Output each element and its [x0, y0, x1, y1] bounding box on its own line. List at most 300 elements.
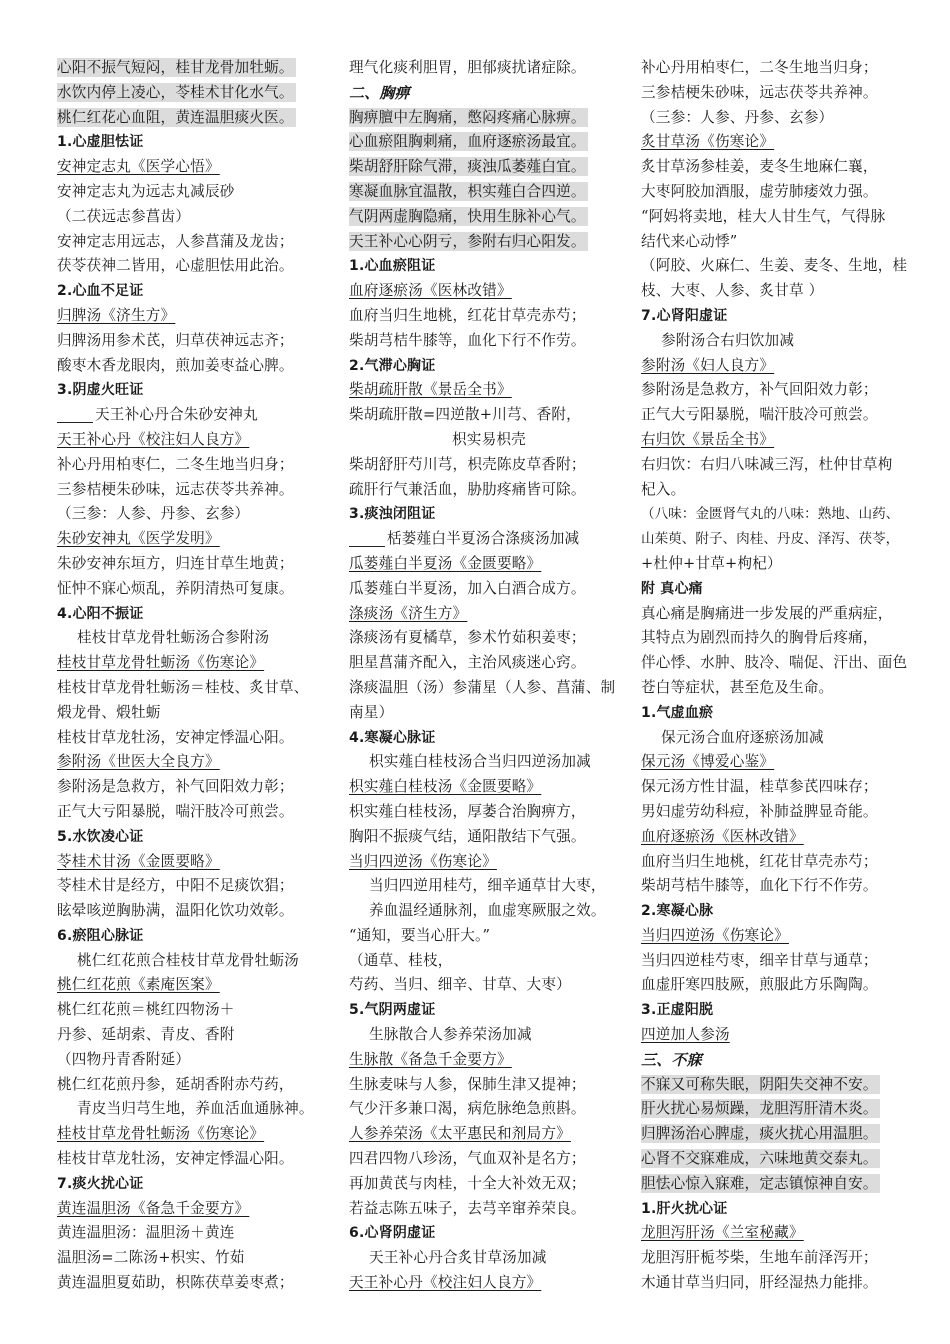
text-line	[57, 403, 337, 428]
text-line	[57, 726, 337, 751]
line-text: 归脾汤用参术芪，归草茯神远志齐；	[57, 331, 294, 349]
text-line	[349, 701, 629, 726]
section-heading	[349, 726, 629, 751]
text-line	[641, 527, 921, 552]
line-text: 6.瘀阻心脉证	[57, 927, 144, 944]
line-text: 涤痰汤有夏橘草，参术竹茹积姜枣；	[349, 629, 586, 647]
line-text: 生脉散合人参养荣汤加减	[369, 1026, 532, 1044]
line-text: 茯苓茯神二皆用，心虚胆怯用此治。	[57, 257, 294, 275]
line-text: 青皮当归芎生地，养血活血通脉神。	[77, 1100, 314, 1118]
formula-title	[641, 130, 921, 155]
section-heading	[641, 701, 921, 726]
text-line	[641, 56, 921, 81]
formula-title	[57, 1197, 337, 1222]
line-text: 黄连温胆汤《备急千金要方》	[57, 1199, 250, 1217]
text-line	[57, 205, 337, 230]
section-heading	[641, 304, 921, 329]
text-line	[641, 403, 921, 428]
text-line	[641, 378, 921, 403]
text-line	[57, 1221, 337, 1246]
text-line	[349, 750, 629, 775]
line-text: 朱砂安神丸《医学发明》	[57, 530, 220, 548]
line-text: 生脉散《备急千金要方》	[349, 1050, 512, 1068]
line-text: 柴胡疏肝散=四逆散+川芎、香附，	[349, 406, 581, 424]
line-text: 柴胡芎桔牛膝等，血化下行不作劳。	[641, 877, 878, 895]
line-text: 眩晕咳逆胸胁满，温阳化饮功效彰。	[57, 902, 294, 920]
formula-title	[57, 304, 337, 329]
line-text: 4.寒凝心脉证	[349, 729, 436, 746]
section-heading	[57, 924, 337, 949]
text-line	[57, 676, 337, 701]
line-text: 安神定志丸《医学心悟》	[57, 158, 220, 176]
line-text: 苓桂术甘是经方，中阳不足痰饮猖；	[57, 877, 294, 895]
formula-title	[57, 155, 337, 180]
line-text: 附 真心痛	[641, 580, 703, 597]
text-line	[641, 155, 921, 180]
line-text: 桂枝甘草龙牡汤，安神定悸温心阳。	[57, 728, 294, 746]
formula-title	[641, 924, 921, 949]
line-text: 保元汤方性甘温，桂草参芪四味存；	[641, 778, 878, 796]
text-line	[641, 81, 921, 106]
line-text: 2.寒凝心脉	[641, 903, 714, 920]
line-text: 枳实易枳壳	[452, 430, 526, 448]
line-text: 柴胡舒肝芍川芎，枳壳陈皮草香附；	[349, 455, 586, 473]
text-line	[641, 973, 921, 998]
line-text: 心肾不交寐难成，六味地黄交泰丸。	[641, 1150, 878, 1168]
line-text: 保元汤合血府逐瘀汤加减	[661, 728, 824, 746]
line-text: 7.痰火扰心证	[57, 1175, 144, 1192]
text-line	[57, 949, 337, 974]
line-text: 黄连温胆汤：温胆汤＋黄连	[57, 1224, 235, 1242]
section-heading	[57, 279, 337, 304]
line-text: 养血温经通脉剂，血虚寒厥服之效。	[369, 902, 606, 920]
mnemonic-line	[641, 1172, 921, 1197]
line-text: 参附汤《世医大全良方》	[57, 753, 220, 771]
line-text: 天王补心丹《校注妇人良方》	[57, 430, 250, 448]
text-line	[641, 502, 921, 527]
line-text: 胸痹膻中左胸痛，憋闷疼痛心脉痹。	[349, 108, 586, 126]
line-text: 温胆汤=二陈汤+枳实、竹茹	[57, 1249, 245, 1267]
line-text: 肝火扰心易烦躁，龙胆泻肝清木炎。	[641, 1100, 878, 1118]
mnemonic-line	[349, 180, 629, 205]
line-text: 桂枝甘草龙骨牡蛎汤＝桂枝、炙甘草、	[57, 678, 309, 696]
text-line	[57, 1097, 337, 1122]
formula-title	[641, 825, 921, 850]
section-heading	[641, 1197, 921, 1222]
text-line	[57, 626, 337, 651]
line-text: 三参桔梗朱砂味，远志茯苓共养神。	[57, 480, 294, 498]
line-text: 其特点为剧烈而持久的胸骨后疼痛，	[641, 629, 878, 647]
text-line	[641, 800, 921, 825]
line-text: 伴心悸、水肿、肢冷、喘促、汗出、面色	[641, 654, 908, 672]
line-text: 枝、大枣、人参、炙甘草 ）	[641, 282, 824, 300]
formula-title	[57, 973, 337, 998]
formula-title	[349, 1122, 629, 1147]
text-line	[57, 329, 337, 354]
chapter-heading	[349, 81, 629, 106]
line-text: 正气大亏阳暴脱，喘汗肢冷可煎尝。	[57, 802, 294, 820]
line-text: （四物丹青香附延）	[57, 1050, 191, 1068]
text-line	[349, 651, 629, 676]
text-line	[641, 949, 921, 974]
text-line	[349, 577, 629, 602]
line-text: 山茱萸、附子、肉桂、丹皮、泽泻、茯苓，	[641, 531, 900, 548]
mnemonic-line	[349, 205, 629, 230]
formula-title	[641, 750, 921, 775]
line-text: 血府当归生地桃，红花甘草壳赤芍；	[641, 852, 878, 870]
line-text: 保元汤《博爱心鉴》	[641, 753, 775, 771]
text-line	[349, 626, 629, 651]
section-heading	[349, 998, 629, 1023]
line-text: 酸枣木香龙眼肉，煎加姜枣益心脾。	[57, 356, 294, 374]
line-text: 参附汤合右归饮加减	[661, 331, 795, 349]
text-line	[57, 180, 337, 205]
line-text: 朱砂安神东垣方，归连甘草生地黄；	[57, 554, 294, 572]
line-text: 天王补心心阴亏，参附右归心阳发。	[349, 232, 586, 250]
text-line	[641, 676, 921, 701]
formula-title	[349, 552, 629, 577]
line-text: 四君四物八珍汤，气血双补是名方；	[349, 1150, 586, 1168]
line-text: 涤痰汤《济生方》	[349, 604, 468, 622]
section-heading	[57, 602, 337, 627]
text-line	[641, 602, 921, 627]
text-line	[641, 230, 921, 255]
mnemonic-line	[349, 130, 629, 155]
line-text: 心血瘀阻胸刺痛，血府逐瘀汤最宜。	[349, 133, 586, 151]
line-text: 枳实薤白桂枝汤合当归四逆汤加减	[369, 753, 591, 771]
text-line	[349, 1147, 629, 1172]
text-line	[349, 800, 629, 825]
text-line	[641, 106, 921, 131]
line-text: 安神定志丸为远志丸减辰砂	[57, 182, 235, 200]
formula-title	[349, 602, 629, 627]
text-line	[349, 874, 629, 899]
line-text: 天王补心丹合朱砂安神丸	[95, 406, 258, 424]
text-line	[57, 998, 337, 1023]
line-text: 二、胸痹	[349, 83, 410, 102]
text-line	[641, 651, 921, 676]
text-line	[641, 478, 921, 503]
text-line	[641, 180, 921, 205]
line-text: 杞入。	[641, 480, 686, 498]
mnemonic-line	[57, 106, 337, 131]
line-text: 涤痰温胆（汤）参蒲星（人参、菖蒲、制	[349, 678, 616, 696]
formula-title	[349, 1271, 629, 1296]
text-line	[57, 478, 337, 503]
text-line	[349, 899, 629, 924]
text-line	[349, 1197, 629, 1222]
text-line	[349, 527, 629, 552]
line-text: 柴胡舒肝除气滞，痰浊瓜萎薤白宜。	[349, 158, 586, 176]
line-text: 木通甘草当归同，肝经湿热力能排。	[641, 1274, 878, 1292]
line-text: 参附汤是急救方，补气回阳效力彰；	[641, 381, 878, 399]
line-text: 胆怯心惊入寐难，定志镇惊神自安。	[641, 1174, 878, 1192]
line-text: 血府逐瘀汤《医林改错》	[641, 827, 804, 845]
text-line	[641, 254, 921, 279]
formula-title	[641, 354, 921, 379]
mnemonic-line	[57, 56, 337, 81]
line-text: 归脾汤治心脾虚，痰火扰心用温胆。	[641, 1125, 878, 1143]
line-text: 心阳不振气短闷，桂甘龙骨加牡蛎。	[57, 59, 294, 76]
mnemonic-line	[349, 155, 629, 180]
section-heading	[57, 378, 337, 403]
text-line	[57, 502, 337, 527]
text-line	[57, 874, 337, 899]
text-line	[57, 453, 337, 478]
text-line	[57, 800, 337, 825]
line-text: 天王补心丹合炙甘草汤加减	[369, 1249, 547, 1267]
line-text: 胆星菖蒲齐配入，主治风痰迷心窍。	[349, 654, 586, 672]
line-text: 安神定志用远志，人参菖蒲及龙齿；	[57, 232, 294, 250]
text-line	[57, 1073, 337, 1098]
line-text: 生脉麦味与人参，保肺生津又提神；	[349, 1075, 586, 1093]
line-text: 炙甘草汤参桂姜，麦冬生地麻仁襄，	[641, 158, 878, 176]
line-text: 苍白等症状，甚至危及生命。	[641, 678, 834, 696]
line-text: 气少汗多兼口渴，病危脉绝急煎斟。	[349, 1100, 586, 1118]
line-text: 龙胆泻肝栀芩柴，生地车前泽泻开；	[641, 1249, 878, 1267]
line-text: 归脾汤《济生方》	[57, 306, 176, 324]
line-text: （八味：金匮肾气丸的八味：熟地、山药、	[641, 506, 900, 523]
text-line	[641, 626, 921, 651]
section-heading	[57, 130, 337, 155]
formula-title	[349, 378, 629, 403]
line-text: 怔忡不寐心烦乱，养阴清热可复康。	[57, 579, 294, 597]
section-heading	[57, 825, 337, 850]
line-text: 6.心肾阴虚证	[349, 1225, 436, 1242]
text-line	[641, 1246, 921, 1271]
line-text: 1.气虚血瘀	[641, 704, 714, 721]
text-line	[57, 1147, 337, 1172]
line-text: 三参桔梗朱砂味，远志茯苓共养神。	[641, 83, 878, 101]
text-line	[57, 1023, 337, 1048]
line-text: 天王补心丹《校注妇人良方》	[349, 1274, 542, 1292]
blank-line	[57, 408, 93, 423]
section-heading	[641, 998, 921, 1023]
column-3	[641, 56, 921, 1296]
line-text: 人参养荣汤《太平惠民和剂局方》	[349, 1125, 571, 1143]
line-text: 气阴两虚胸隐痛，快用生脉补心气。	[349, 207, 586, 225]
text-line	[349, 453, 629, 478]
line-text: 1.心血瘀阻证	[349, 258, 436, 275]
text-line	[641, 329, 921, 354]
line-text: 栝蒌薤白半夏汤合涤痰汤加减	[387, 530, 580, 548]
line-text: 血虚肝寒四肢厥，煎服此方乐陶陶。	[641, 976, 878, 994]
section-heading	[349, 254, 629, 279]
line-text: 三、不寐	[641, 1050, 702, 1069]
column-2	[349, 56, 629, 1296]
line-text: （三参：人参、丹参、玄参）	[641, 108, 834, 126]
line-text: 桂枝甘草龙骨牡蛎汤合参附汤	[77, 629, 270, 647]
line-text: 桂枝甘草龙骨牡蛎汤《伤寒论》	[57, 1125, 265, 1143]
text-line	[349, 304, 629, 329]
line-text: 黄连温胆夏茹助，枳陈茯草姜枣煮；	[57, 1274, 294, 1292]
line-text: 2.气滞心胸证	[349, 357, 436, 374]
text-line	[641, 453, 921, 478]
section-heading	[57, 1172, 337, 1197]
mnemonic-line	[349, 106, 629, 131]
line-text: 结代来心动悸”	[641, 232, 738, 250]
line-text: 芍药、当归、细辛、甘草、大枣）	[349, 976, 571, 994]
line-text: 水饮内停上凌心，苓桂术甘化水气。	[57, 83, 294, 101]
line-text: 不寐又可称失眠，阴阳失交神不安。	[641, 1075, 878, 1093]
formula-title	[349, 850, 629, 875]
text-line	[57, 1048, 337, 1073]
line-text: 理气化痰利胆胃，胆郁痰扰诸症除。	[349, 59, 586, 76]
line-text: 瓜蒌薤白半夏汤，加入白酒合成方。	[349, 579, 586, 597]
text-line	[641, 874, 921, 899]
line-text: 补心丹用柏枣仁，二冬生地当归身；	[641, 59, 878, 76]
line-text: 若益志陈五味子，去芎辛窜养荣良。	[349, 1199, 586, 1217]
text-line	[349, 1246, 629, 1271]
line-text: 炙甘草汤《伤寒论》	[641, 133, 775, 151]
text-line	[57, 775, 337, 800]
text-line	[641, 850, 921, 875]
line-text: 桃仁红花煎合桂枝甘草龙骨牡蛎汤	[77, 951, 299, 969]
formula-title	[57, 527, 337, 552]
line-text: 大枣阿胶加酒服，虚劳肺痿效力强。	[641, 182, 878, 200]
formula-title	[349, 1048, 629, 1073]
text-line	[57, 1271, 337, 1296]
line-text: 当归四逆汤《伤寒论》	[349, 852, 497, 870]
chapter-heading	[641, 1048, 921, 1073]
line-text: “阿妈将卖地，桂大人甘生气，气得脉	[641, 207, 886, 225]
line-text: 3.阴虚火旺证	[57, 382, 144, 399]
line-text: +杜仲+甘草+枸杞）	[641, 554, 782, 572]
text-line	[57, 354, 337, 379]
line-text: 5.气阴两虚证	[349, 1002, 436, 1019]
line-text: 桃仁红花煎丹参，延胡香附赤芍药，	[57, 1075, 294, 1093]
text-line	[349, 56, 629, 81]
line-text: 瓜蒌薤白半夏汤《金匮要略》	[349, 554, 542, 572]
text-line	[641, 205, 921, 230]
line-text: 枳实薤白桂枝汤，厚萎合治胸痹方，	[349, 802, 586, 820]
text-line	[57, 254, 337, 279]
line-text: 血府当归生地桃，红花甘草壳赤芍；	[349, 306, 586, 324]
text-line	[57, 1246, 337, 1271]
line-text: 寒凝血脉宜温散，枳实薤白合四逆。	[349, 182, 586, 200]
formula-title	[641, 428, 921, 453]
line-text: 柴胡疏肝散《景岳全书》	[349, 381, 512, 399]
formula-title	[641, 1221, 921, 1246]
text-line	[57, 577, 337, 602]
line-text: 3.正虚阳脱	[641, 1002, 714, 1019]
line-text: 2.心血不足证	[57, 283, 144, 300]
line-text: 参附汤《妇人良方》	[641, 356, 775, 374]
formula-title	[57, 850, 337, 875]
section-heading	[349, 1221, 629, 1246]
line-text: 桂枝甘草龙牡汤，安神定悸温心阳。	[57, 1150, 294, 1168]
line-text: “通知，要当心肝大。”	[349, 926, 491, 944]
text-line	[349, 478, 629, 503]
section-heading	[349, 354, 629, 379]
line-text: 桃仁红花煎《素庵医案》	[57, 976, 220, 994]
line-text: 1.肝火扰心证	[641, 1200, 728, 1217]
text-line	[349, 1023, 629, 1048]
section-heading	[641, 899, 921, 924]
line-text: 丹参、延胡索、青皮、香附	[57, 1026, 235, 1044]
text-line	[641, 279, 921, 304]
line-text: 右归饮《景岳全书》	[641, 430, 775, 448]
text-line	[349, 949, 629, 974]
text-line	[349, 924, 629, 949]
line-text: 再加黄芪与肉桂，十全大补效无双；	[349, 1174, 586, 1192]
line-text: 正气大亏阳暴脱，喘汗肢冷可煎尝。	[641, 406, 878, 424]
mnemonic-line	[349, 230, 629, 255]
formula-title	[57, 651, 337, 676]
text-line	[349, 825, 629, 850]
text-line	[349, 973, 629, 998]
line-text: 3.痰浊闭阻证	[349, 506, 436, 523]
line-text: 补心丹用柏枣仁，二冬生地当归身；	[57, 455, 294, 473]
mnemonic-line	[57, 81, 337, 106]
line-text: 柴胡芎桔牛膝等，血化下行不作劳。	[349, 331, 586, 349]
line-text: 当归四逆桂芍枣，细辛甘草与通草；	[641, 951, 878, 969]
line-text: 真心痛是胸痛进一步发展的严重病症，	[641, 604, 893, 622]
line-text: 桃仁红花煎＝桃红四物汤＋	[57, 1001, 235, 1019]
line-text: （通草、桂枝，	[349, 951, 453, 969]
line-text: （三参：人参、丹参、玄参）	[57, 505, 250, 523]
line-text: 桃仁红花心血阻，黄连温胆痰火医。	[57, 108, 294, 126]
blank-line	[349, 532, 385, 547]
text-line	[57, 701, 337, 726]
line-text: 枳实薤白桂枝汤《金匮要略》	[349, 778, 542, 796]
mnemonic-line	[641, 1073, 921, 1098]
line-text: （阿胶、火麻仁、生姜、麦冬、生地，桂	[641, 257, 908, 275]
text-line	[349, 428, 629, 453]
formula-title	[641, 1023, 921, 1048]
text-line	[641, 726, 921, 751]
line-text: 龙胆泻肝汤《兰室秘藏》	[641, 1224, 804, 1242]
column-1	[57, 56, 337, 1296]
line-text: 参附汤是急救方，补气回阳效力彰；	[57, 778, 294, 796]
text-line	[641, 1271, 921, 1296]
line-text: 疏肝行气兼活血，胁肋疼痛皆可除。	[349, 480, 586, 498]
text-line	[349, 1097, 629, 1122]
line-text: 桂枝甘草龙骨牡蛎汤《伤寒论》	[57, 654, 265, 672]
formula-title	[57, 750, 337, 775]
line-text: 当归四逆用桂芍，细辛通草甘大枣，	[369, 877, 606, 895]
text-line	[349, 1172, 629, 1197]
text-line	[57, 552, 337, 577]
line-text: 右归饮：右归八味减三泻，杜仲甘草枸	[641, 455, 893, 473]
line-text: 煅龙骨、煅牡蛎	[57, 703, 161, 721]
text-line	[641, 552, 921, 577]
section-heading	[349, 502, 629, 527]
text-line	[57, 899, 337, 924]
section-heading	[641, 577, 921, 602]
text-line	[349, 1073, 629, 1098]
line-text: 胸阳不振痰气结，通阳散结下气强。	[349, 827, 586, 845]
line-text: 4.心阳不振证	[57, 605, 144, 622]
formula-title	[349, 279, 629, 304]
line-text: 血府逐瘀汤《医林改错》	[349, 282, 512, 300]
formula-title	[57, 1122, 337, 1147]
formula-title	[349, 775, 629, 800]
line-text: 四逆加人参汤	[641, 1026, 730, 1044]
text-line	[641, 775, 921, 800]
line-text: 南星）	[349, 703, 394, 721]
text-line	[349, 676, 629, 701]
mnemonic-line	[641, 1147, 921, 1172]
line-text: 男妇虚劳幼科痘，补肺益脾显奇能。	[641, 802, 878, 820]
line-text: 1.心虚胆怯证	[57, 134, 144, 151]
text-line	[349, 403, 629, 428]
text-line	[349, 329, 629, 354]
line-text: 5.水饮凌心证	[57, 828, 144, 845]
mnemonic-line	[641, 1097, 921, 1122]
line-text: 苓桂术甘汤《金匮要略》	[57, 852, 220, 870]
line-text: （二茯远志参菖齿）	[57, 207, 191, 225]
